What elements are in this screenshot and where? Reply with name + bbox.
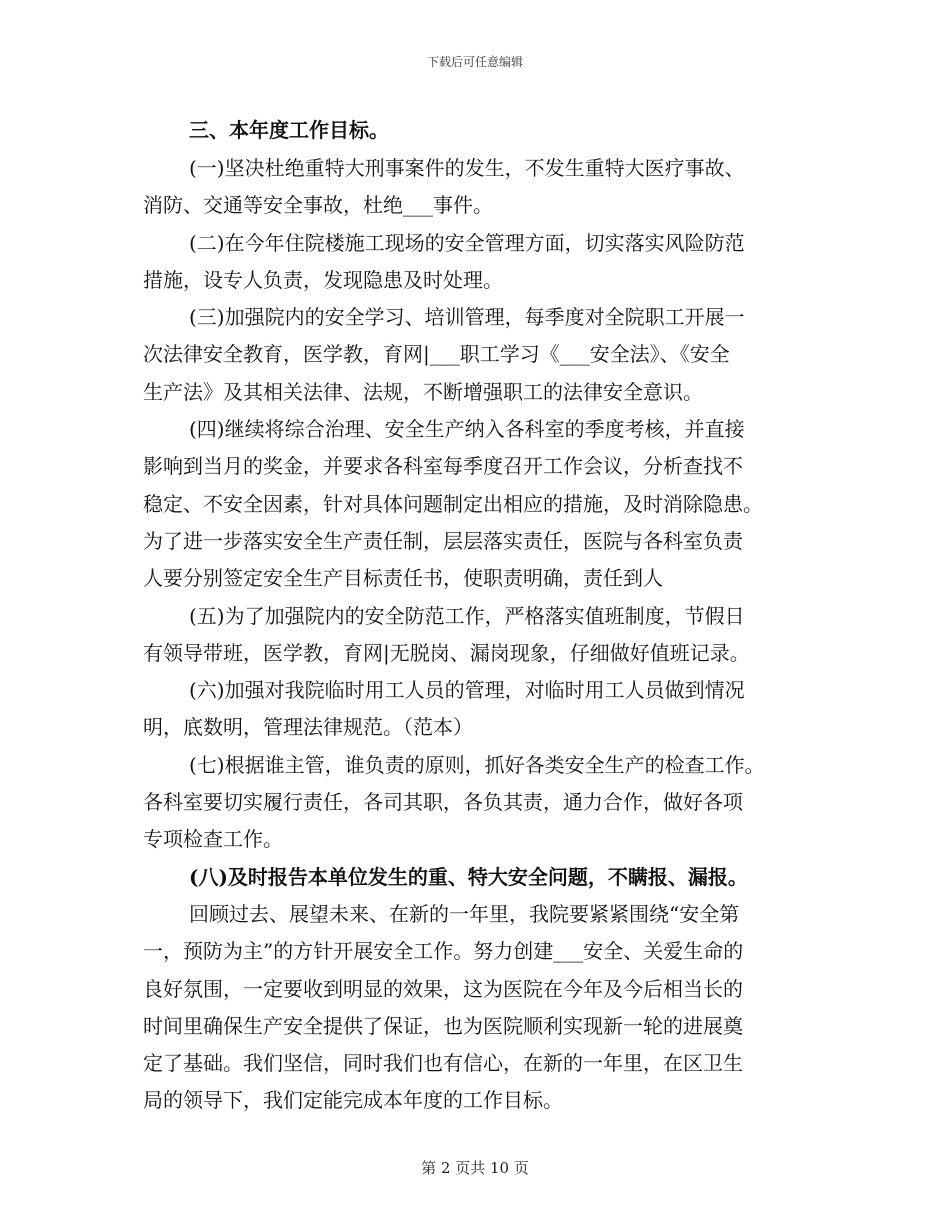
paragraph-line: (五)为了加强院内的安全防范工作，严格落实值班制度，节假日 bbox=[189, 603, 745, 628]
paragraph bbox=[143, 225, 808, 300]
paragraph-line: 专项检查工作。 bbox=[143, 827, 283, 852]
paragraph-line: 一，预防为主”的方针开展安全工作。努力创建___安全、关爱生命的 bbox=[143, 939, 744, 964]
paragraph-line: 时间里确保生产安全提供了保证，也为医院顺利实现新一轮的进展奠 bbox=[143, 1013, 743, 1038]
paragraph bbox=[143, 672, 808, 747]
paragraph-line: 局的领导下，我们定能完成本年度的工作目标。 bbox=[143, 1088, 563, 1113]
paragraph-line: 定了基础。我们坚信，同时我们也有信心，在新的一年里，在区卫生 bbox=[143, 1051, 743, 1076]
paragraph-line: 良好氛围，一定要收到明显的效果，这为医院在今年及今后相当长的 bbox=[143, 976, 743, 1001]
page-header: 下载后可任意编辑 bbox=[426, 55, 523, 69]
paragraph-line: 为了进一步落实安全生产责任制，层层落实责任，医院与各科室负责 bbox=[143, 528, 743, 553]
paragraph-line: (六)加强对我院临时用工人员的管理，对临时用工人员做到情况 bbox=[189, 678, 745, 703]
paragraph-line: 影响到当月的奖金，并要求各科室每季度召开工作会议，分析查找不 bbox=[143, 454, 743, 479]
paragraph bbox=[143, 411, 808, 597]
paragraph-line: (八)及时报告本单位发生的重、特大安全问题，不瞒报、漏报。 bbox=[189, 864, 748, 889]
paragraph-line: (二)在今年住院楼施工现场的安全管理方面，切实落实风险防范 bbox=[189, 230, 745, 255]
paragraph-line: 稳定、不安全因素，针对具体问题制定出相应的措施，及时消除隐患。 bbox=[143, 491, 763, 516]
page-footer: 第 2 页共 10 页 bbox=[421, 1159, 529, 1177]
paragraph-line: 措施，设专人负责，发现隐患及时处理。 bbox=[143, 267, 503, 292]
paragraph bbox=[143, 747, 808, 859]
paragraph bbox=[143, 859, 808, 896]
paragraph bbox=[143, 299, 808, 411]
paragraph-line: (七)根据谁主管，谁负责的原则，抓好各类安全生产的检查工作。 bbox=[189, 752, 765, 777]
paragraph-line: 明，底数明，管理法律规范。（范本） bbox=[143, 715, 473, 740]
paragraph-line: 生产法》及其相关法律、法规，不断增强职工的法律安全意识。 bbox=[143, 379, 703, 404]
paragraph-line: 人要分别签定安全生产目标责任书，使职责明确，责任到人 bbox=[143, 566, 663, 591]
paragraph-line: 各科室要切实履行责任，各司其职，各负其责，通力合作，做好各项 bbox=[143, 790, 743, 815]
paragraph-line: 有领导带班，医学教，育网|无脱岗、漏岗现象，仔细做好值班记录。 bbox=[143, 640, 750, 665]
paragraph-line: (三)加强院内的安全学习、培训管理，每季度对全院职工开展一 bbox=[189, 305, 745, 330]
paragraph bbox=[143, 150, 808, 225]
section-title: 三、本年度工作目标。 bbox=[189, 118, 389, 142]
document-body bbox=[143, 112, 808, 1120]
paragraph-line: 消防、交通等安全事故，杜绝___事件。 bbox=[143, 193, 493, 218]
paragraph-line: 次法律安全教育，医学教，育网|___职工学习《___安全法》、《安全 bbox=[143, 342, 730, 367]
paragraph-line: (四)继续将综合治理、安全生产纳入各科室的季度考核，并直接 bbox=[189, 417, 745, 442]
paragraph-line: (一)坚决杜绝重特大刑事案件的发生，不发生重特大医疗事故、 bbox=[189, 156, 745, 180]
paragraph bbox=[143, 896, 808, 1120]
paragraph-line: 回顾过去、展望未来、在新的一年里，我院要紧紧围绕“安全第 bbox=[189, 901, 740, 926]
paragraph bbox=[143, 598, 808, 673]
